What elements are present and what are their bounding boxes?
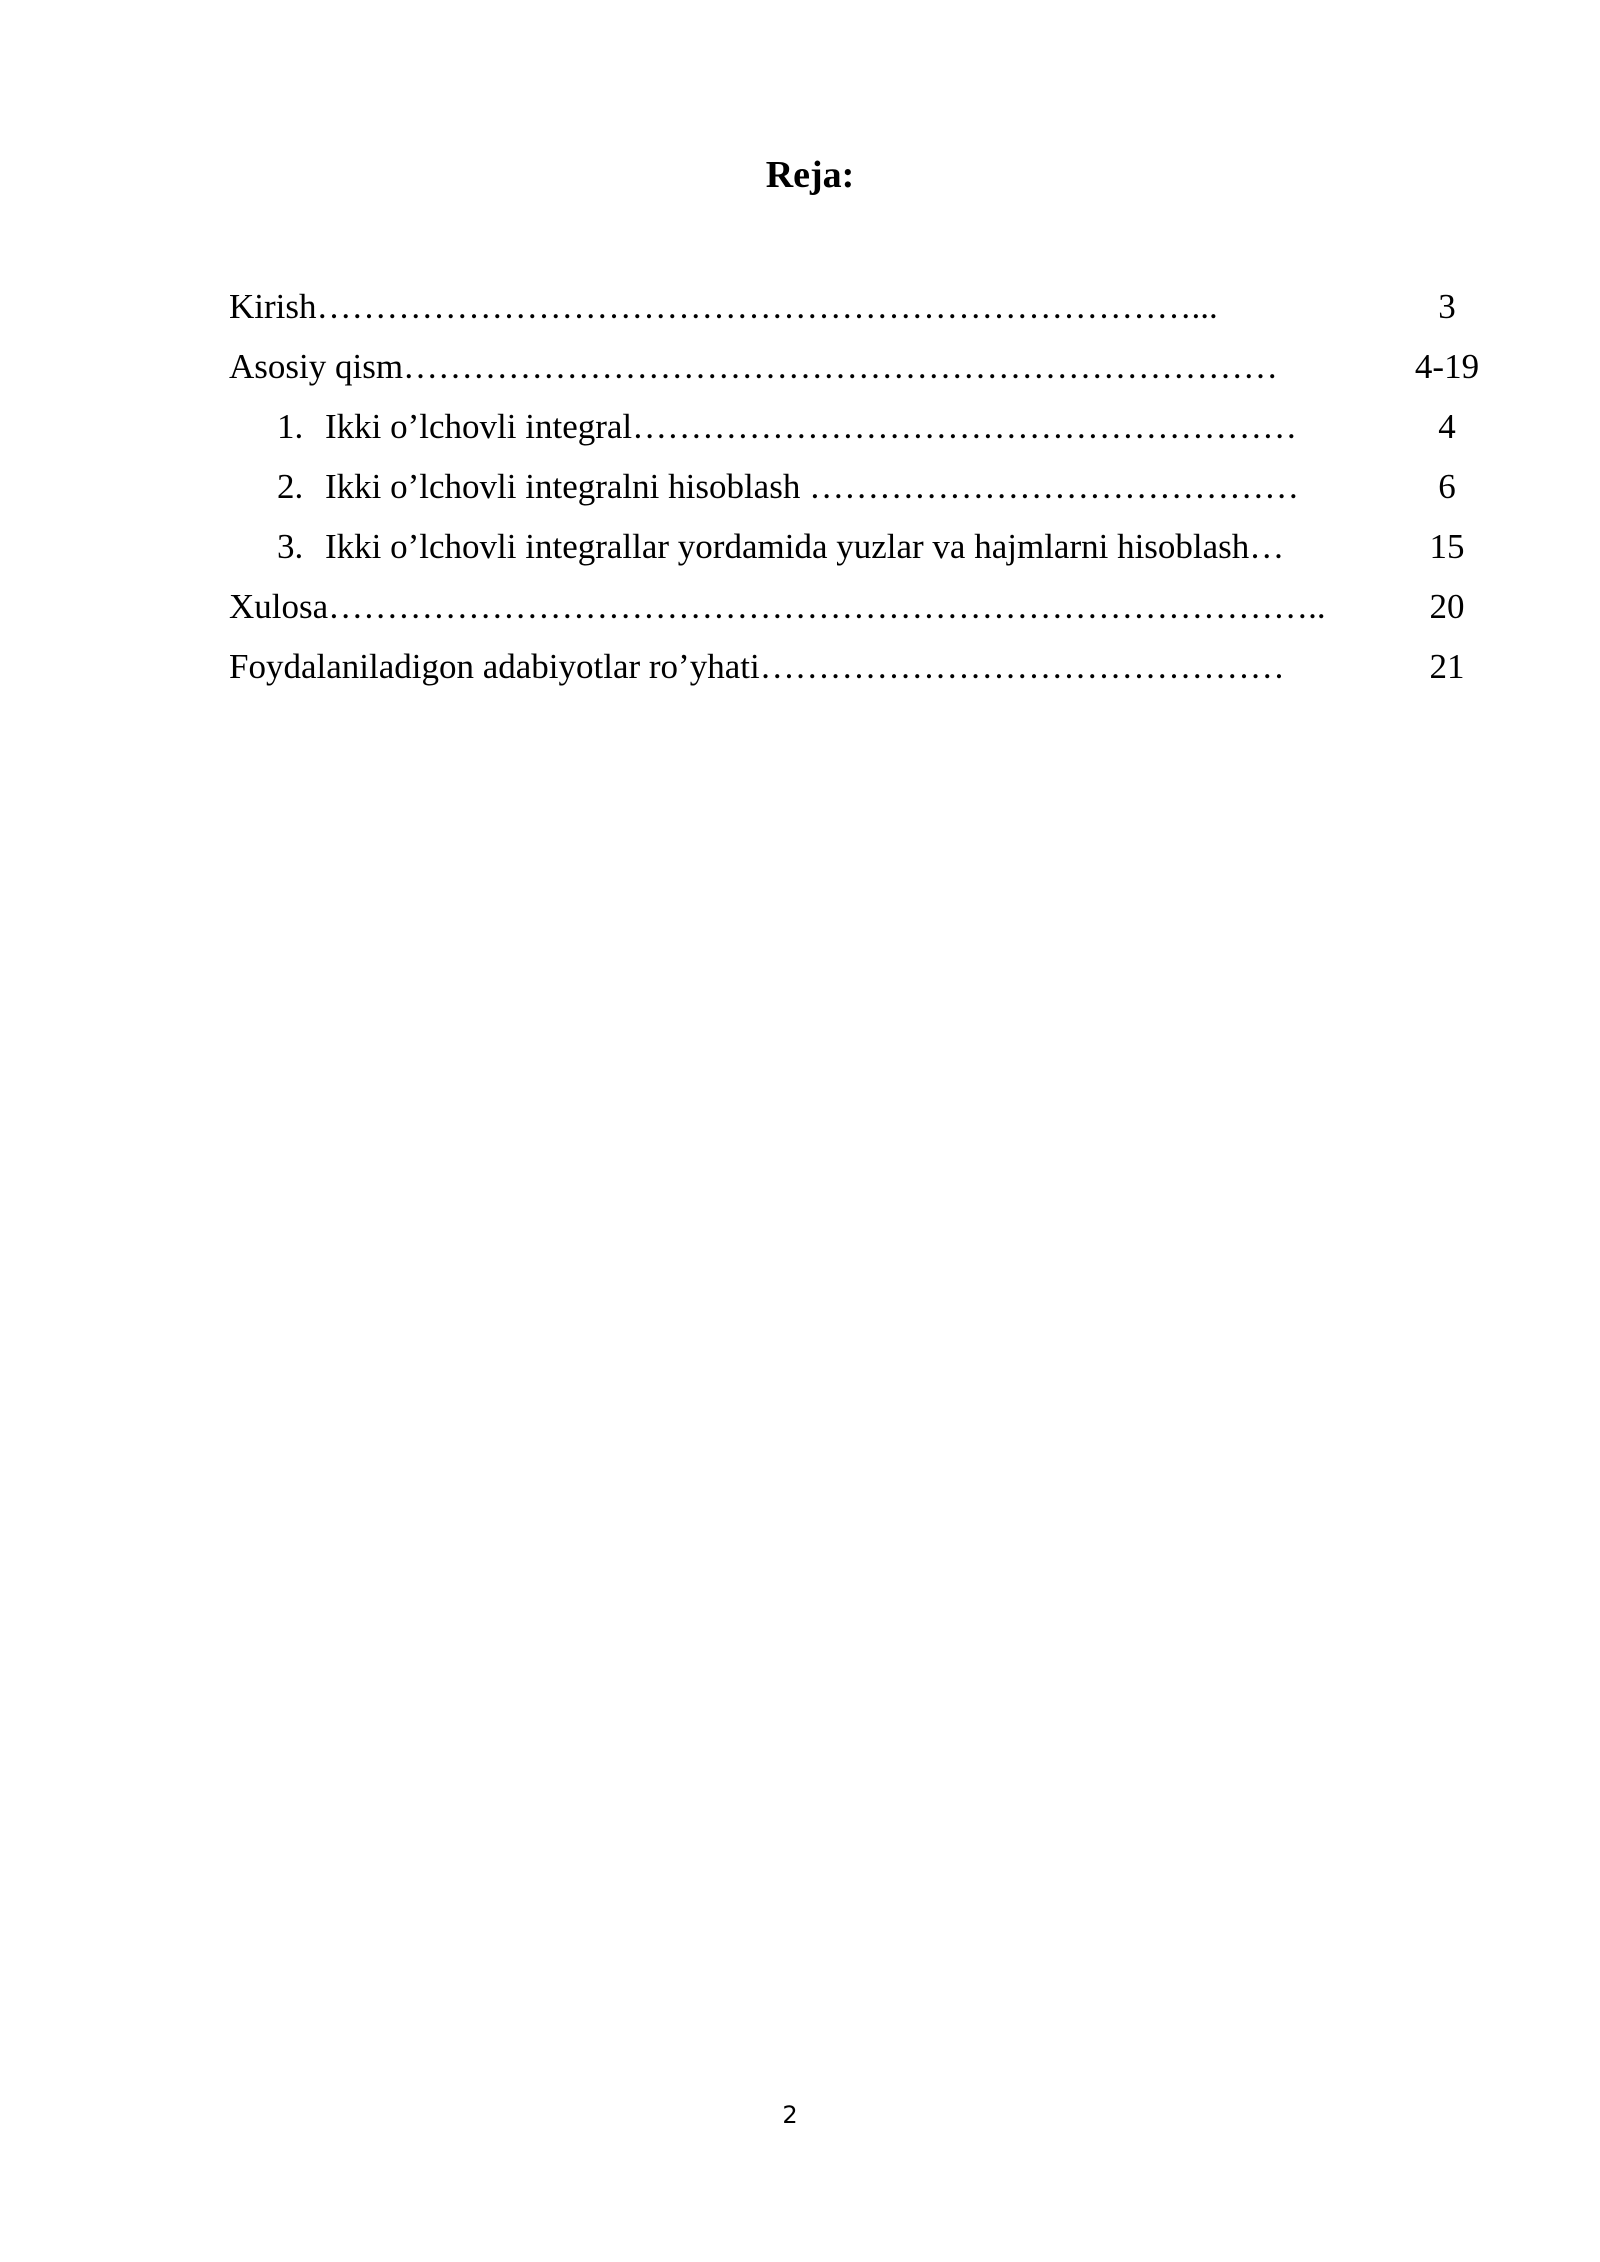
toc-entry-kirish <box>229 277 1489 337</box>
toc-entry-section-1 <box>229 397 1489 457</box>
toc-entry-page: 3 <box>1438 287 1456 326</box>
toc-entry-title: Ikki o’lchovli integralni hisoblash …………………………………… <box>325 467 1300 506</box>
toc-entry-label: Xulosa………………………………………………………………………….. <box>229 587 1326 626</box>
toc-entry-section-3 <box>229 517 1489 577</box>
toc-entry-label: Kirish…………………………………………………………………... <box>229 287 1218 326</box>
toc-entry-title: Ikki o’lchovli integrallar yordamida yuzlar va hajmlarni hisoblash… <box>325 527 1285 566</box>
toc-entry-adabiyotlar <box>229 637 1489 697</box>
toc-entry-asosiy-qism <box>229 337 1489 397</box>
toc-entry-page: 6 <box>1438 467 1456 506</box>
toc-entry-number: 1. <box>277 407 304 446</box>
toc-entry-page: 4 <box>1438 407 1456 446</box>
toc-entry-xulosa <box>229 577 1489 637</box>
toc-entry-label: Foydalaniladigon adabiyotlar ro’yhati……………………………………… <box>229 647 1285 686</box>
toc-entry-page: 20 <box>1429 587 1465 626</box>
toc-entry-label <box>277 457 1299 517</box>
toc-entry-number: 2. <box>277 467 304 506</box>
toc-entry-label: Asosiy qism………………………………………………………………… <box>229 347 1279 386</box>
toc-entry-page: 4-19 <box>1414 347 1480 386</box>
toc-entry-label <box>277 397 1297 457</box>
toc-entry-label <box>277 517 1284 577</box>
page-number: 2 <box>782 2101 798 2129</box>
toc-entry-page: 15 <box>1429 527 1465 566</box>
toc-entry-section-2 <box>229 457 1489 517</box>
toc-entry-title: Ikki o’lchovli integral………………………………………………… <box>325 407 1298 446</box>
toc-entry-number: 3. <box>277 527 304 566</box>
toc-entry-page: 21 <box>1429 647 1465 686</box>
page-title: Reja: <box>765 154 855 196</box>
